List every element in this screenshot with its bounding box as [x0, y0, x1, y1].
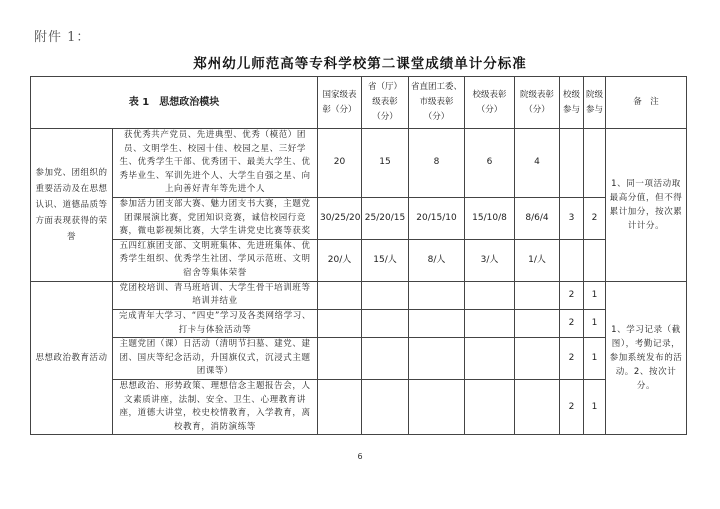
- score-college: 4: [515, 129, 560, 198]
- score-provincial: 15: [362, 129, 409, 198]
- score-college: 8/6/4: [515, 197, 560, 239]
- score-school-participation: 2: [560, 338, 584, 380]
- table-row: [31, 338, 687, 380]
- header-college-participation: 院级参与: [584, 77, 606, 129]
- score-national: [318, 379, 362, 434]
- score-school-participation: [560, 129, 584, 198]
- table-row: [31, 309, 687, 337]
- score-provincial-league: 8/人: [409, 239, 465, 281]
- item-description: 获优秀共产党员、先进典型、优秀（模范）团员、文明学生、校园十佳、校园之星、三好学生、优秀学生干部、优秀团干、最美大学生、优秀毕业生、军训先进个人、大学生自强之星、向上向善好青年等先进个人: [113, 129, 318, 198]
- score-national: 20: [318, 129, 362, 198]
- category-name: 参加党、团组织的重要活动及在思想认识、道德品质等方面表现获得的荣誉: [31, 129, 113, 282]
- table-header-row: [31, 77, 687, 129]
- score-provincial: 15/人: [362, 239, 409, 281]
- score-college-participation: [584, 239, 606, 281]
- score-provincial-league: [409, 379, 465, 434]
- document-title: 郑州幼儿师范高等专科学校第二课堂成绩单计分标准: [193, 56, 527, 72]
- table-row: [31, 197, 687, 239]
- header-remark: 备 注: [606, 77, 687, 129]
- score-school: 6: [465, 129, 515, 198]
- score-college: [515, 379, 560, 434]
- header-provincial-league: 省直团工委、市级表彰（分）: [409, 77, 465, 129]
- score-provincial: [362, 379, 409, 434]
- score-national: 30/25/20: [318, 197, 362, 239]
- score-provincial-league: [409, 338, 465, 380]
- score-school: [465, 338, 515, 380]
- header-school: 校级表彰（分）: [465, 77, 515, 129]
- score-national: [318, 281, 362, 309]
- score-school-participation: 2: [560, 309, 584, 337]
- score-provincial-league: [409, 309, 465, 337]
- category-remark: 1、学习记录（截图），考勤记录，参加系统发布的活动。2、按次计分。: [606, 281, 687, 435]
- item-description: 党团校培训、青马班培训、大学生骨干培训班等培训并结业: [113, 281, 318, 309]
- score-college-participation: 1: [584, 309, 606, 337]
- score-school-participation: 2: [560, 379, 584, 434]
- score-college-participation: [584, 129, 606, 198]
- score-provincial: [362, 338, 409, 380]
- item-description: 五四红旗团支部、文明班集体、先进班集体、优秀学生组织、优秀学生社团、学风示范班、文明宿舍等集体荣誉: [113, 239, 318, 281]
- header-provincial: 省（厅）级表彰（分）: [362, 77, 409, 129]
- score-school-participation: 3: [560, 197, 584, 239]
- score-provincial-league: [409, 281, 465, 309]
- score-national: 20/人: [318, 239, 362, 281]
- score-provincial-league: 8: [409, 129, 465, 198]
- annex-label: 附件 1：: [34, 30, 91, 45]
- scoring-table: [30, 76, 687, 435]
- item-description: 完成青年大学习、“四史”学习及各类网络学习、打卡与体验活动等: [113, 309, 318, 337]
- header-college: 院级表彰（分）: [515, 77, 560, 129]
- header-national: 国家级表彰（分）: [318, 77, 362, 129]
- score-college: [515, 338, 560, 380]
- score-college-participation: 1: [584, 281, 606, 309]
- score-provincial: [362, 281, 409, 309]
- score-school-participation: 2: [560, 281, 584, 309]
- item-description: 主题党团（课）日活动（清明节扫墓、建党、建团、国庆等纪念活动，升国旗仪式，沉浸式主题团课等）: [113, 338, 318, 380]
- score-school: [465, 379, 515, 434]
- category-name: 思想政治教育活动: [31, 281, 113, 435]
- score-provincial: 25/20/15: [362, 197, 409, 239]
- score-school: 15/10/8: [465, 197, 515, 239]
- header-school-participation: 校级参与: [560, 77, 584, 129]
- table-name: 表 1 思想政治模块: [31, 77, 318, 129]
- score-college-participation: 2: [584, 197, 606, 239]
- table-row: [31, 281, 687, 309]
- score-school: [465, 309, 515, 337]
- score-provincial-league: 20/15/10: [409, 197, 465, 239]
- table-row: [31, 379, 687, 434]
- item-description: 参加活力团支部大赛、魅力团支书大赛，主题党团课展演比赛，党团知识竞赛，诚信校园行竞赛，微电影视频比赛，大学生讲党史比赛等获奖: [113, 197, 318, 239]
- score-national: [318, 309, 362, 337]
- score-school: [465, 281, 515, 309]
- table-row: [31, 239, 687, 281]
- score-provincial: [362, 309, 409, 337]
- score-college: [515, 281, 560, 309]
- item-description: 思想政治、形势政策、理想信念主题报告会，人文素质讲座，法制、安全、卫生、心理教育讲座，道德大讲堂，校史校情教育，入学教育，离校教育，消防演练等: [113, 379, 318, 434]
- table-row: [31, 129, 687, 198]
- score-college-participation: 1: [584, 379, 606, 434]
- score-college: 1/人: [515, 239, 560, 281]
- score-college: [515, 309, 560, 337]
- score-school-participation: [560, 239, 584, 281]
- score-school: 3/人: [465, 239, 515, 281]
- page-number: 6: [357, 452, 363, 461]
- score-national: [318, 338, 362, 380]
- score-college-participation: 1: [584, 338, 606, 380]
- category-remark: 1、同一项活动取最高分值，但不得累计加分，按次累计计分。: [606, 129, 687, 282]
